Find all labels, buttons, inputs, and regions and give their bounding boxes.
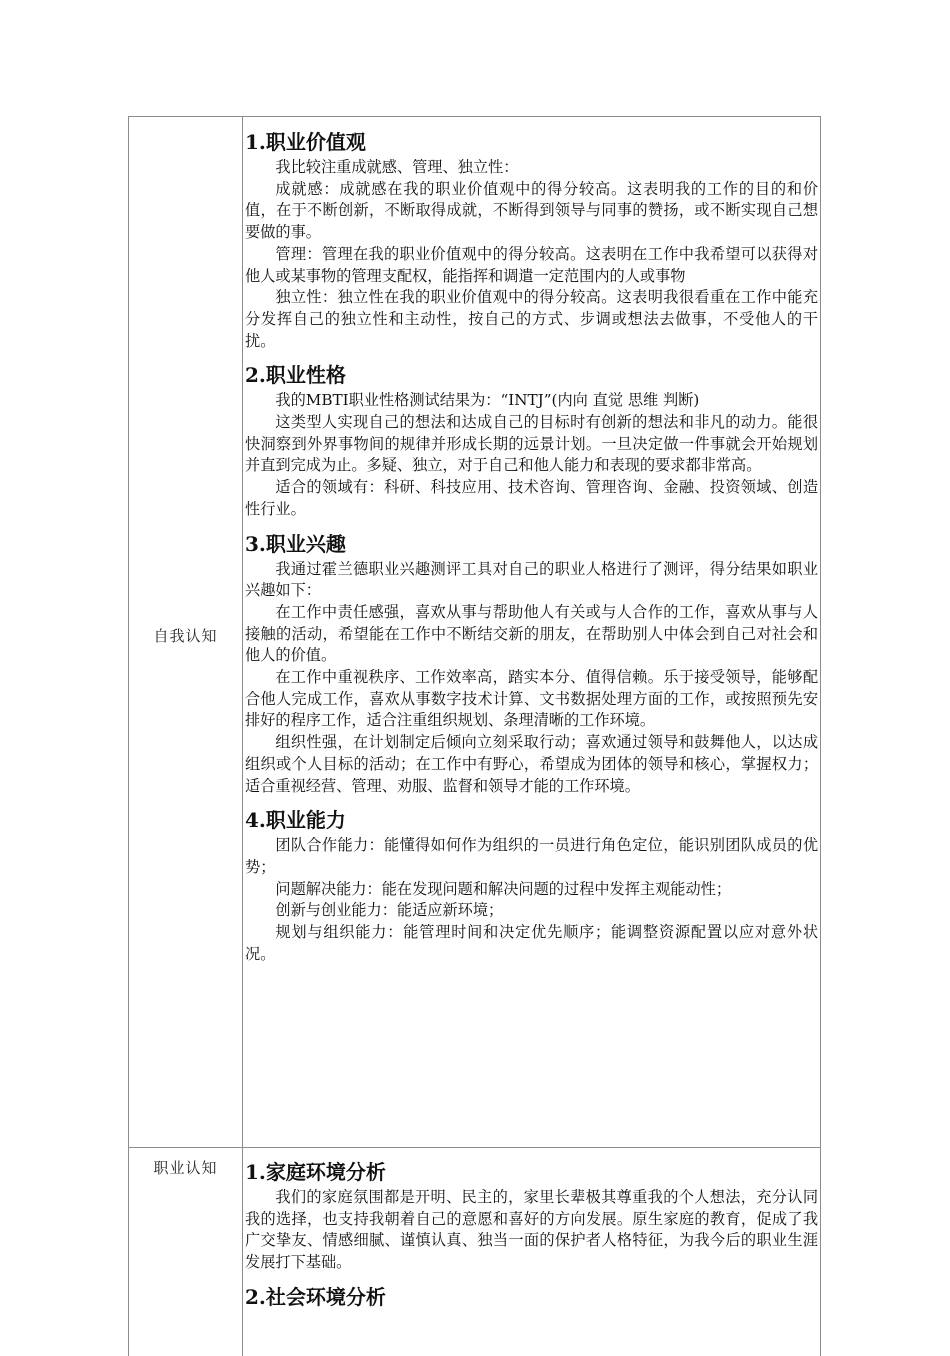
- row-label-career-awareness: 职业认知: [153, 1159, 218, 1177]
- document-table: [128, 116, 821, 1356]
- paragraph: 管理：管理在我的职业价值观中的得分较高。这表明在工作中我希望可以获得对他人或某事物的管理支配权，能指挥和调遣一定范围内的人或事物: [245, 244, 818, 285]
- section-heading: 1.职业价值观: [245, 130, 366, 154]
- section-heading: 1.家庭环境分析: [245, 1160, 386, 1184]
- row-divider: [129, 1147, 820, 1148]
- paragraph: 组织性强，在计划制定后倾向立刻采取行动；喜欢通过领导和鼓舞他人，以达成组织或个人目标的活动；在工作中有野心，希望成为团体的领导和核心，掌握权力；适合重视经营、管理、劝服、监督和领导才能的工作环境。: [245, 733, 818, 795]
- paragraph: 团队合作能力：能懂得如何作为组织的一员进行角色定位，能识别团队成员的优势；: [245, 836, 818, 876]
- career-awareness-content: [245, 1157, 818, 1312]
- section-heading: 2.职业性格: [245, 363, 346, 388]
- paragraph: 问题解决能力：能在发现问题和解决问题的过程中发挥主观能动性；: [275, 879, 732, 898]
- paragraph: 成就感：成就感在我的职业价值观中的得分较高。这表明我的工作的目的和价值，在于不断创新，不断取得成就，不断得到领导与同事的赞扬，或不断实现自己想要做的事。: [245, 179, 818, 242]
- paragraph: 创新与创业能力：能适应新环境；: [275, 901, 504, 920]
- paragraph: 在工作中重视秩序、工作效率高，踏实本分、值得信赖。乐于接受领导，能够配合他人完成工作，喜欢从事数字技术计算、文书数据处理方面的工作，或按照预先安排好的程序工作，适合注重组织规划、条理清晰的工作环境。: [245, 668, 818, 730]
- paragraph: 在工作中责任感强，喜欢从事与帮助他人有关或与人合作的工作，喜欢从事与人接触的活动，希望能在工作中不断结交新的朋友，在帮助别人中体会到自己对社会和他人的价值。: [245, 602, 818, 665]
- paragraph: 独立性：独立性在我的职业价值观中的得分较高。这表明我很看重在工作中能充分发挥自己的独立性和主动性，按自己的方式、步调或想法去做事，不受他人的干扰。: [245, 288, 818, 350]
- column-divider: [242, 117, 243, 1356]
- self-awareness-content: [245, 127, 818, 966]
- paragraph: 这类型人实现自己的想法和达成自己的目标时有创新的想法和非凡的动力。能很快洞察到外界事物间的规律并形成长期的远景计划。一旦决定做一件事就会开始规划并直到完成为止。多疑、独立，对于自己和他人能力和表现的要求都非常高。: [245, 413, 818, 475]
- paragraph: 我比较注重成就感、管理、独立性：: [275, 158, 519, 176]
- row-label-self-awareness: 自我认知: [153, 627, 218, 645]
- section-heading: 4.职业能力: [245, 808, 346, 833]
- paragraph: 我们的家庭氛围都是开明、民主的，家里长辈极其尊重我的个人想法，充分认同我的选择，也支持我朝着自己的意愿和喜好的方向发展。原生家庭的教育，促成了我广交挚友、情感细腻、谨慎认真、独当一面的保护者人格特征，为我今后的职业生涯发展打下基础。: [245, 1188, 818, 1272]
- paragraph: 适合的领域有：科研、科技应用、技术咨询、管理咨询、金融、投资领域、创造性行业。: [245, 478, 818, 518]
- paragraph: 规划与组织能力：能管理时间和决定优先顺序；能调整资源配置以应对意外状况。: [245, 923, 818, 963]
- paragraph: 我通过霍兰德职业兴趣测评工具对自己的职业人格进行了测评，得分结果如职业兴趣如下：: [245, 559, 818, 600]
- section-heading: 2.社会环境分析: [245, 1284, 386, 1309]
- paragraph: 我的MBTI职业性格测试结果为：“INTJ”(内向 直觉 思维 判断): [275, 391, 700, 410]
- section-heading: 3.职业兴趣: [245, 531, 346, 556]
